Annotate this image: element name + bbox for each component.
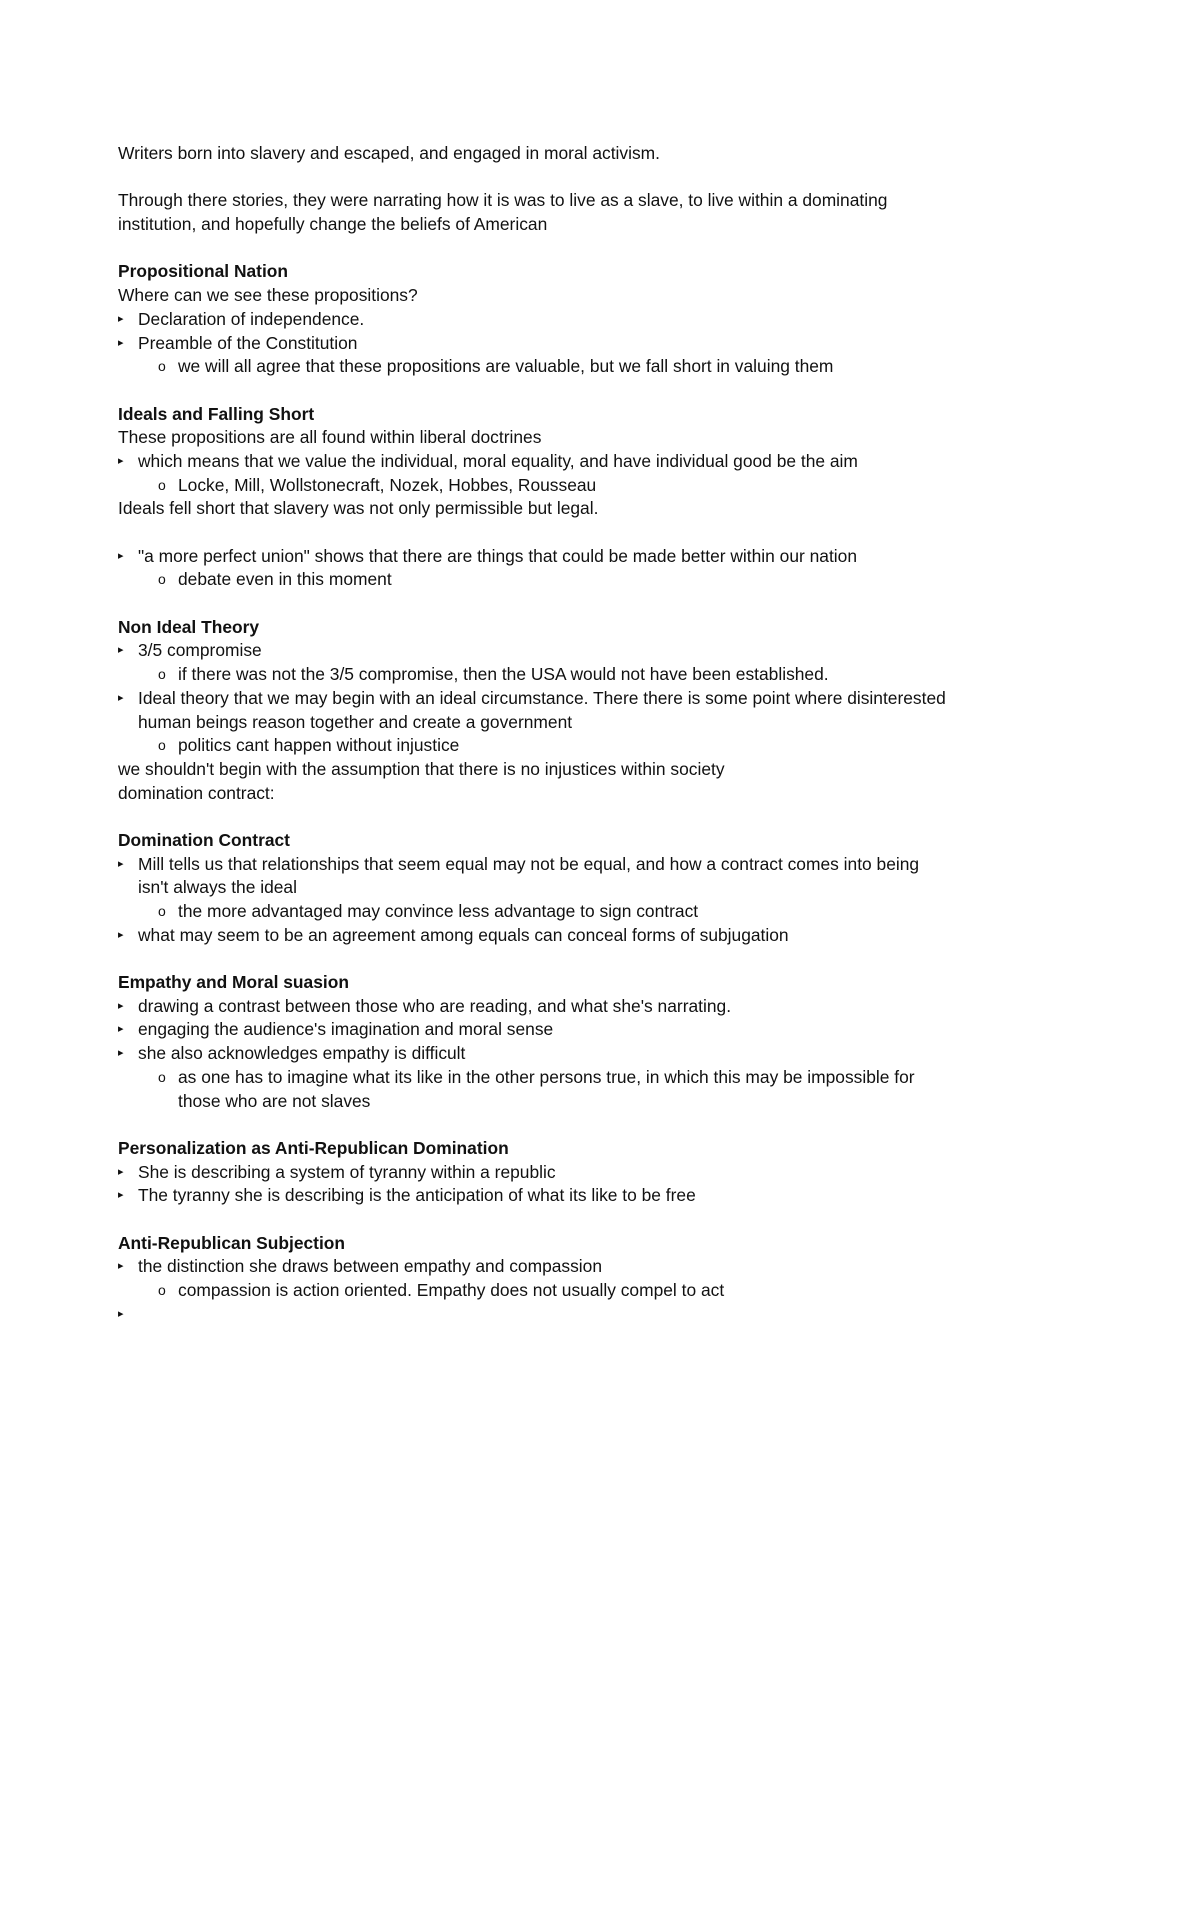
sub-bullet-text: we will all agree that these propositions are valuable, but we fall short in valuing them: [178, 356, 834, 377]
sub-bullet-item: [118, 663, 1098, 687]
sub-bullet-marker: o: [158, 903, 166, 919]
bullet-text: The tyranny she is describing is the anticipation of what its like to be free: [138, 1185, 696, 1206]
sub-bullet-text: politics cant happen without injustice: [178, 735, 460, 756]
bullet-item: [118, 450, 1098, 474]
bullet-text: what may seem to be an agreement among equals can conceal forms of subjugation: [138, 924, 789, 945]
bullet-marker: ▸: [118, 549, 124, 562]
bullet-marker: ▸: [118, 999, 124, 1012]
intro-paragraph-line: institution, and hopefully change the beliefs of American: [118, 214, 548, 235]
sub-bullet-marker: o: [158, 737, 166, 754]
document-page: [118, 142, 1098, 1326]
bullet-item: [118, 1042, 1098, 1066]
bullet-marker: ▸: [118, 928, 124, 941]
bullet-item: [118, 1184, 1098, 1208]
section-heading: Non Ideal Theory: [118, 616, 260, 637]
section-heading: Personalization as Anti-Republican Domination: [118, 1137, 509, 1158]
section-heading: Ideals and Falling Short: [118, 403, 315, 424]
bullet-item: [118, 1018, 1098, 1042]
section-heading: Anti-Republican Subjection: [118, 1232, 346, 1253]
sub-bullet-item: [118, 568, 1098, 592]
section-text: domination contract:: [118, 782, 275, 803]
bullet-text: the distinction she draws between empathy and compassion: [138, 1256, 603, 1277]
bullet-marker: ▸: [118, 312, 124, 325]
section-heading: Empathy and Moral suasion: [118, 972, 349, 993]
bullet-item: [118, 545, 1098, 569]
bullet-item: [118, 924, 1098, 948]
bullet-text: drawing a contrast between those who are reading, and what she's narrating.: [138, 995, 732, 1016]
bullet-item: [118, 687, 1098, 711]
section-heading: Propositional Nation: [118, 261, 289, 282]
sub-bullet-marker: o: [158, 1068, 166, 1085]
bullet-text: Preamble of the Constitution: [138, 332, 358, 353]
bullet-marker: ▸: [118, 1023, 124, 1036]
sub-bullet-item: [118, 734, 1098, 758]
bullet-text: Ideal theory that we may begin with an ideal circumstance. There there is some point where disinterested: [138, 687, 946, 708]
sub-bullet-marker: o: [158, 476, 166, 493]
bullet-item: [118, 639, 1098, 663]
sub-bullet-marker: o: [158, 666, 166, 683]
sub-bullet-text: compassion is action oriented. Empathy does not usually compel to act: [178, 1280, 725, 1300]
bullet-text: she also acknowledges empathy is difficult: [138, 1043, 466, 1064]
bullet-item: [118, 853, 1098, 877]
sub-bullet-item: [118, 900, 1098, 924]
bullet-item: [118, 308, 1098, 332]
sub-bullet-text: the more advantaged may convince less advantage to sign contract: [178, 901, 699, 921]
bullet-marker: ▸: [118, 691, 124, 704]
section-heading: Domination Contract: [118, 829, 290, 850]
bullet-marker: ▸: [118, 1189, 124, 1202]
bullet-marker: ▸: [118, 644, 124, 657]
sub-bullet-text: if there was not the 3/5 compromise, then the USA would not have been established.: [178, 664, 829, 685]
bullet-item: [118, 1161, 1098, 1185]
intro-paragraph-line: Through there stories, they were narrating how it is was to live as a slave, to live within a dominating: [118, 190, 888, 211]
bullet-item: [118, 1255, 1098, 1279]
section-text: Where can we see these propositions?: [118, 285, 418, 306]
bullet-text: Declaration of independence.: [138, 308, 365, 329]
section-text: we shouldn't begin with the assumption that there is no injustices within society: [118, 758, 725, 779]
sub-bullet-marker: o: [158, 358, 166, 375]
sub-bullet-text: Locke, Mill, Wollstonecraft, Nozek, Hobbes, Rousseau: [178, 474, 597, 495]
bullet-marker: ▸: [118, 336, 124, 349]
bullet-marker: ▸: [118, 1047, 124, 1060]
empty-bullet-item: [118, 1303, 1098, 1327]
sub-bullet-text: debate even in this moment: [178, 569, 392, 590]
bullet-continuation: isn't always the ideal: [138, 877, 297, 898]
bullet-marker: ▸: [118, 1260, 124, 1273]
sub-bullet-continuation: those who are not slaves: [178, 1090, 371, 1111]
sub-bullet-item: [118, 355, 1098, 379]
bullet-continuation: human beings reason together and create a government: [138, 711, 573, 732]
sub-bullet-item: [118, 1279, 1098, 1303]
bullet-text: She is describing a system of tyranny within a republic: [138, 1161, 556, 1182]
sub-bullet-item: [118, 474, 1098, 498]
bullet-marker: ▸: [118, 857, 124, 870]
intro-line: Writers born into slavery and escaped, and engaged in moral activism.: [118, 143, 660, 163]
bullet-text: "a more perfect union" shows that there are things that could be made better within our nation: [138, 545, 858, 566]
section-text: Ideals fell short that slavery was not only permissible but legal.: [118, 498, 599, 519]
bullet-marker: ▸: [118, 1307, 124, 1320]
sub-bullet-marker: o: [158, 571, 166, 588]
bullet-text: engaging the audience's imagination and moral sense: [138, 1019, 554, 1040]
sub-bullet-item: [118, 1066, 1098, 1090]
sub-bullet-text: as one has to imagine what its like in the other persons true, in which this may be impossible for: [178, 1066, 915, 1087]
bullet-marker: ▸: [118, 1165, 124, 1178]
bullet-item: [118, 332, 1098, 356]
bullet-marker: ▸: [118, 454, 124, 467]
bullet-item: [118, 995, 1098, 1019]
bullet-text: Mill tells us that relationships that seem equal may not be equal, and how a contract comes into being: [138, 853, 920, 874]
section-text: These propositions are all found within liberal doctrines: [118, 427, 542, 448]
sub-bullet-marker: o: [158, 1282, 166, 1298]
bullet-text: which means that we value the individual, moral equality, and have individual good be the aim: [138, 450, 858, 471]
bullet-text: 3/5 compromise: [138, 640, 262, 661]
